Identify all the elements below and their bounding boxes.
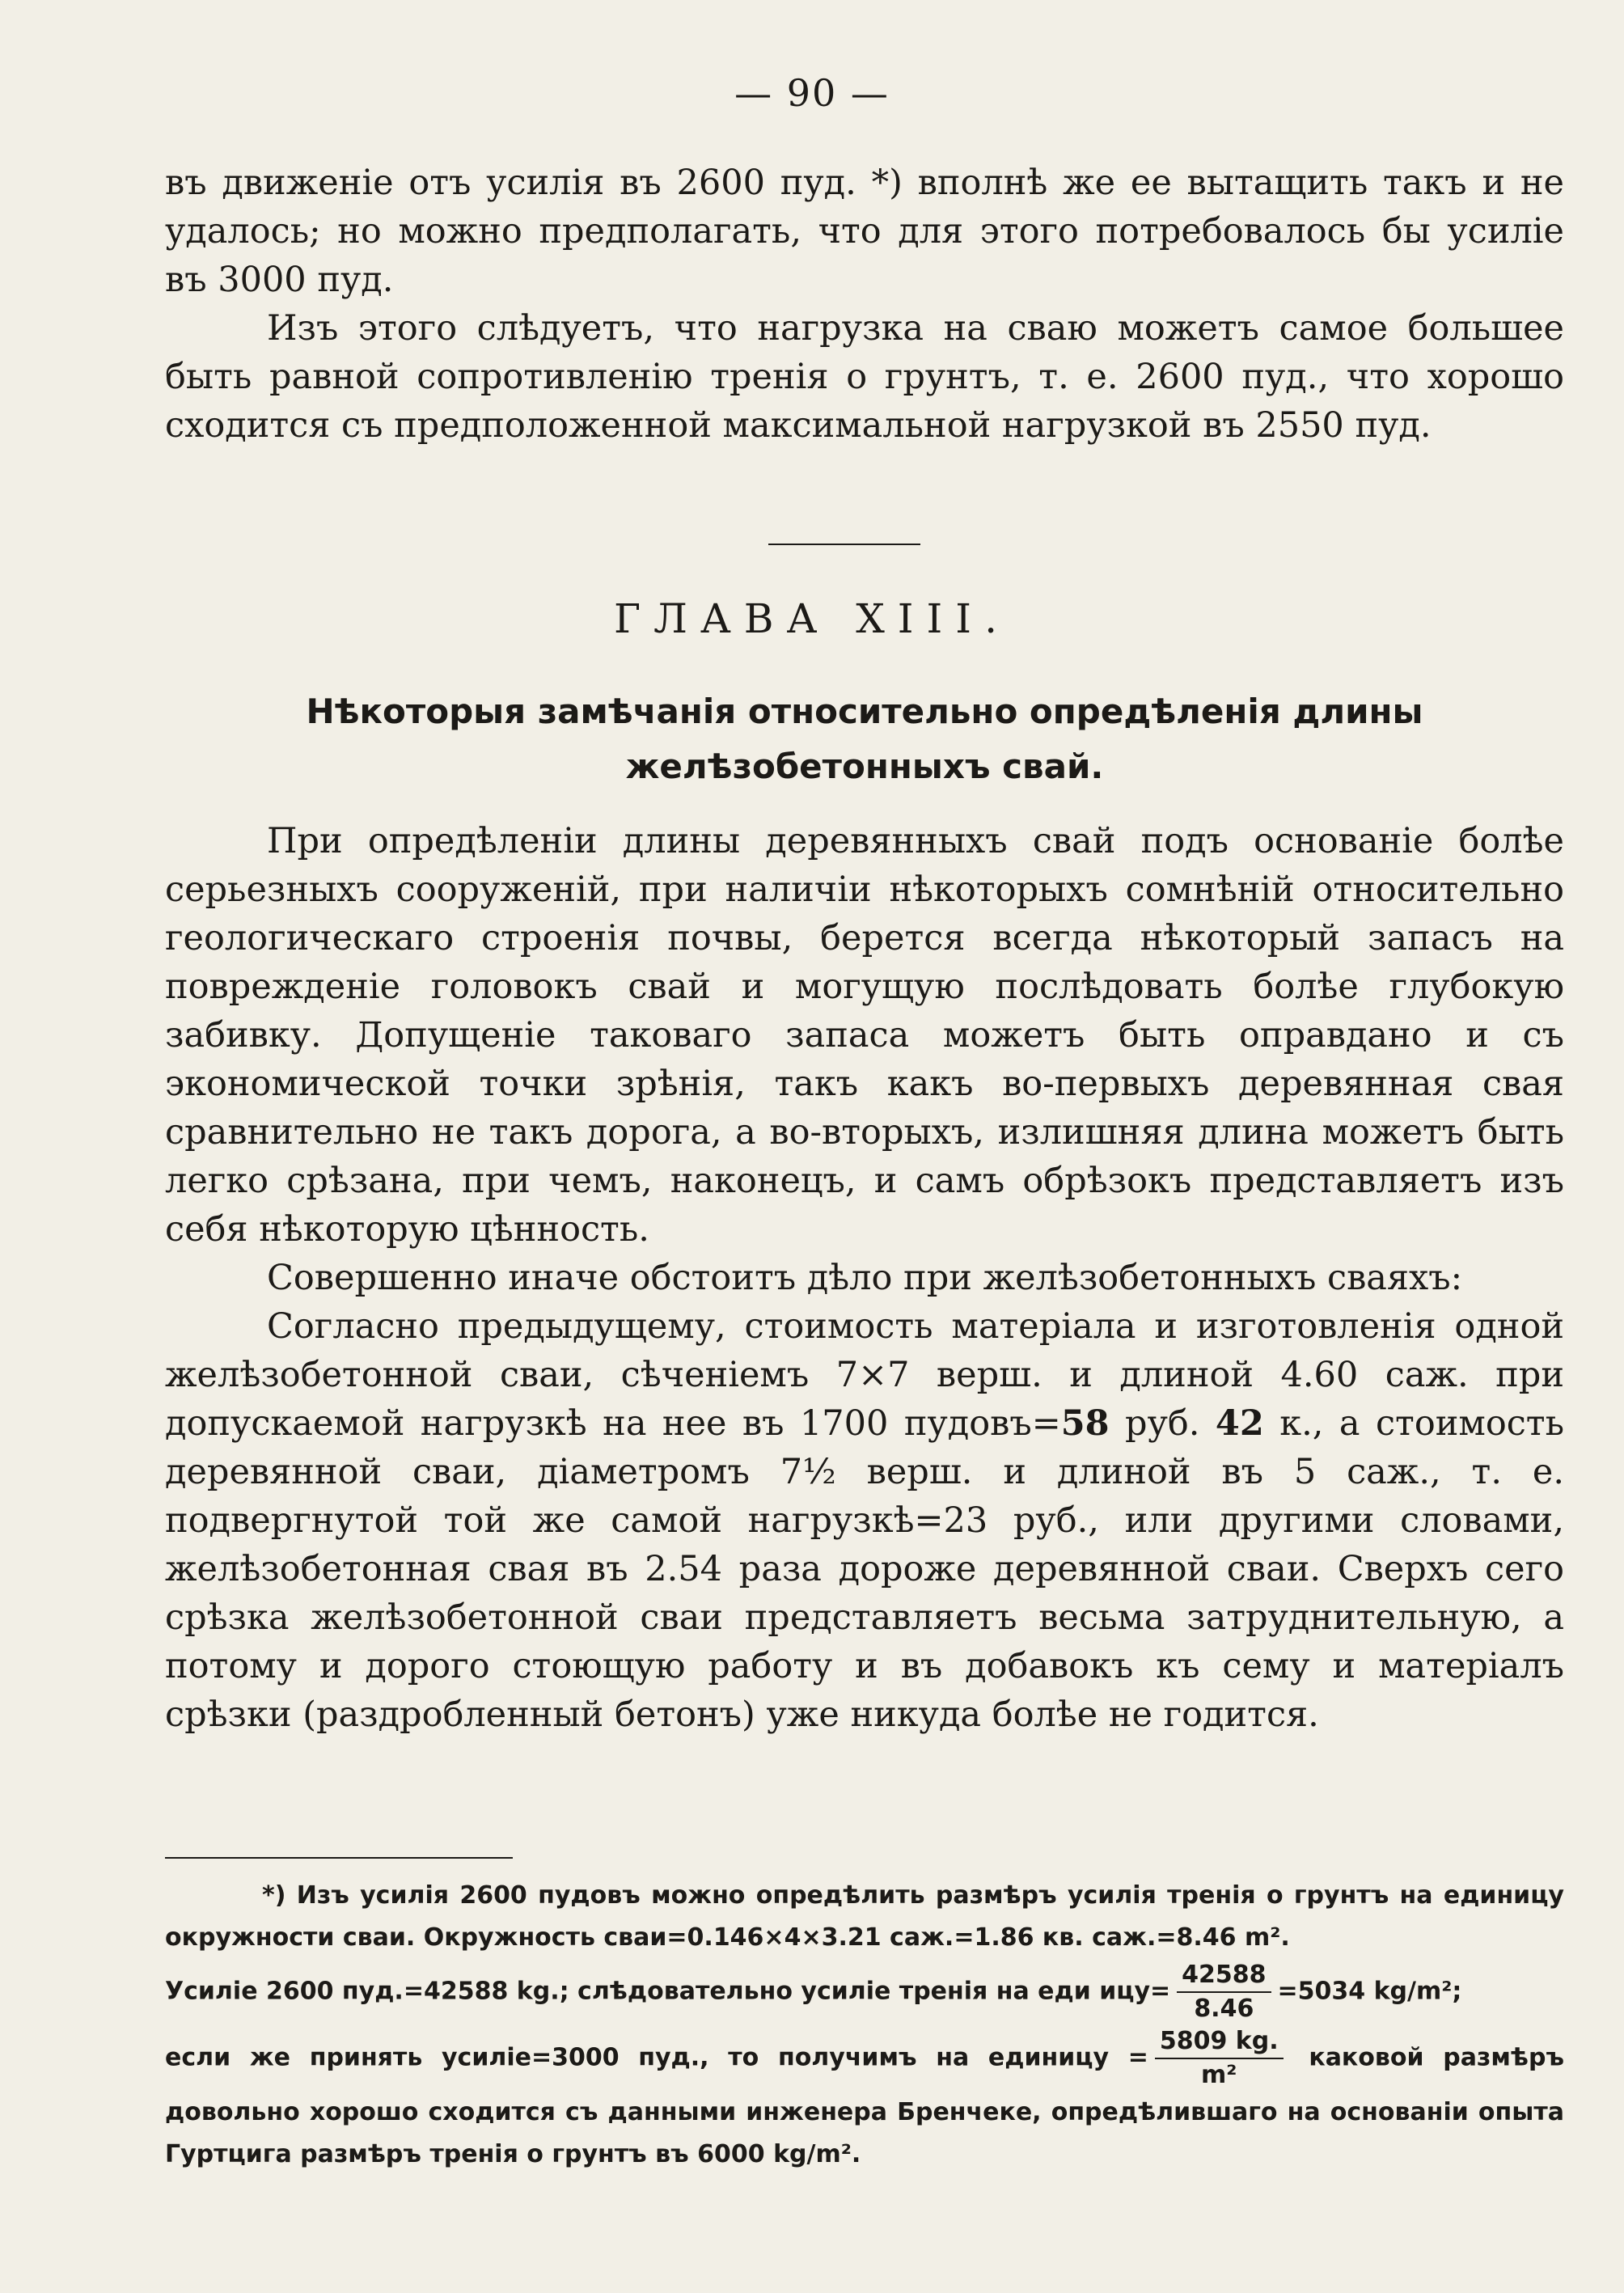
- cost-text-part: руб.: [1109, 1403, 1216, 1444]
- cost-kopecks: 42: [1215, 1403, 1264, 1444]
- fraction-numerator: 5809 kg.: [1155, 2025, 1284, 2059]
- footnote: [165, 1875, 1564, 2176]
- fraction-denominator: m²: [1201, 2061, 1237, 2089]
- paragraph-wooden-piles: При опредѣленіи длины деревянныхъ свай подъ основаніе болѣе серьезныхъ сооруженій, при наличіи нѣкоторыхъ сомнѣній относительно геологическаго строенія почвы, берется всегда нѣкоторый запасъ на поврежденіе головокъ свай и могущую послѣдовать болѣе глубокую забивку. Допущеніе таковаго запаса можетъ быть оправдано и съ экономической точки зрѣнія, такъ какъ во-первыхъ деревянная свая сравнительно не такъ дорога, а во-вторыхъ, излишняя длина можетъ быть легко срѣзана, при чемъ, наконецъ, и самъ обрѣзокъ представляетъ изъ себя нѣкоторую цѣнность.: [165, 821, 1564, 1250]
- main-text-block: [165, 817, 1564, 1739]
- cost-text-part: Согласно предыдущему, стоимость матеріала и изготовленія одной желѣзобетонной сваи, сѣченіемъ 7×7 верш. и длиной 4.60 саж. при допускаемой нагрузкѣ на нее въ 1700 пудовъ=: [165, 1306, 1564, 1444]
- cost-rubles: 58: [1060, 1403, 1110, 1444]
- fraction: [1177, 1959, 1271, 2025]
- cost-text-part: к., а стоимость деревянной сваи, діаметромъ 7½ верш. и длиной въ 5 саж., т. е. подвергнутой той же самой нагрузкѣ=23 руб., или другими словами, желѣзобетонная свая въ 2.54 раза дороже деревянной сваи. Сверхъ сего срѣзка желѣзобетонной сваи представляетъ весьма затруднительную, а потому и дорого стоющую работу и въ добавокъ къ сему и матеріалъ срѣзки (раздробленный бетонъ) уже никуда болѣе не годится.: [165, 1403, 1564, 1735]
- section-heading: Нѣкоторыя замѣчанія относительно опредѣленія длины желѣзобетонныхъ свай.: [306, 692, 1423, 786]
- footnote-text: Усиліе 2600 пуд.=42588 kg.; слѣдовательно усиліе тренія на еди ицу=: [165, 1977, 1171, 2006]
- top-text-block: [165, 159, 1564, 450]
- page-number: — 90 —: [734, 71, 890, 115]
- paragraph-concrete-piles: Совершенно иначе обстоитъ дѣло при желѣзобетонныхъ сваяхъ:: [267, 1258, 1463, 1298]
- footnote-line: *) Изъ усилія 2600 пудовъ можно опредѣлить размѣръ усилія тренія о грунтъ на единицу окружности сваи. Окружность сваи=0.146×4×3.21 саж.=1.86 кв. саж.=8.46 m².: [165, 1881, 1564, 1952]
- fraction: [1155, 2025, 1284, 2092]
- footnote-line: [165, 2025, 1564, 2176]
- paragraph-cost-comparison: [165, 1302, 1564, 1739]
- footnote-text: каковой размѣръ довольно хорошо сходится съ данными инженера Бренчеке, опредѣлившаго на основаніи опыта Гуртцига размѣръ тренія о грунтъ въ 6000 kg/m².: [165, 2043, 1564, 2168]
- chapter-title: ГЛАВА XIII.: [614, 595, 1010, 642]
- footnote-line: [165, 1959, 1564, 2025]
- footnote-text: если же принять усиліе=3000 пуд., то получимъ на единицу =: [165, 2043, 1148, 2072]
- paragraph-conclusion: Изъ этого слѣдуетъ, что нагрузка на сваю можетъ самое большее быть равной сопротивленію тренія о грунтъ, т. е. 2600 пуд., что хорошо сходится съ предположенной максимальной нагрузкой въ 2550 пуд.: [165, 308, 1564, 446]
- section-divider: [768, 544, 920, 545]
- fraction-numerator: 42588: [1177, 1959, 1271, 1993]
- footnote-text: =5034 kg/m²;: [1277, 1977, 1462, 2006]
- fraction-denominator: 8.46: [1194, 1995, 1254, 2023]
- paragraph-continuation: въ движеніе отъ усилія въ 2600 пуд. *) вполнѣ же ее вытащить такъ и не удалось; но можно предполагать, что для этого потребовалось бы усиліе въ 3000 пуд.: [165, 163, 1564, 300]
- footnote-divider: [165, 1857, 513, 1859]
